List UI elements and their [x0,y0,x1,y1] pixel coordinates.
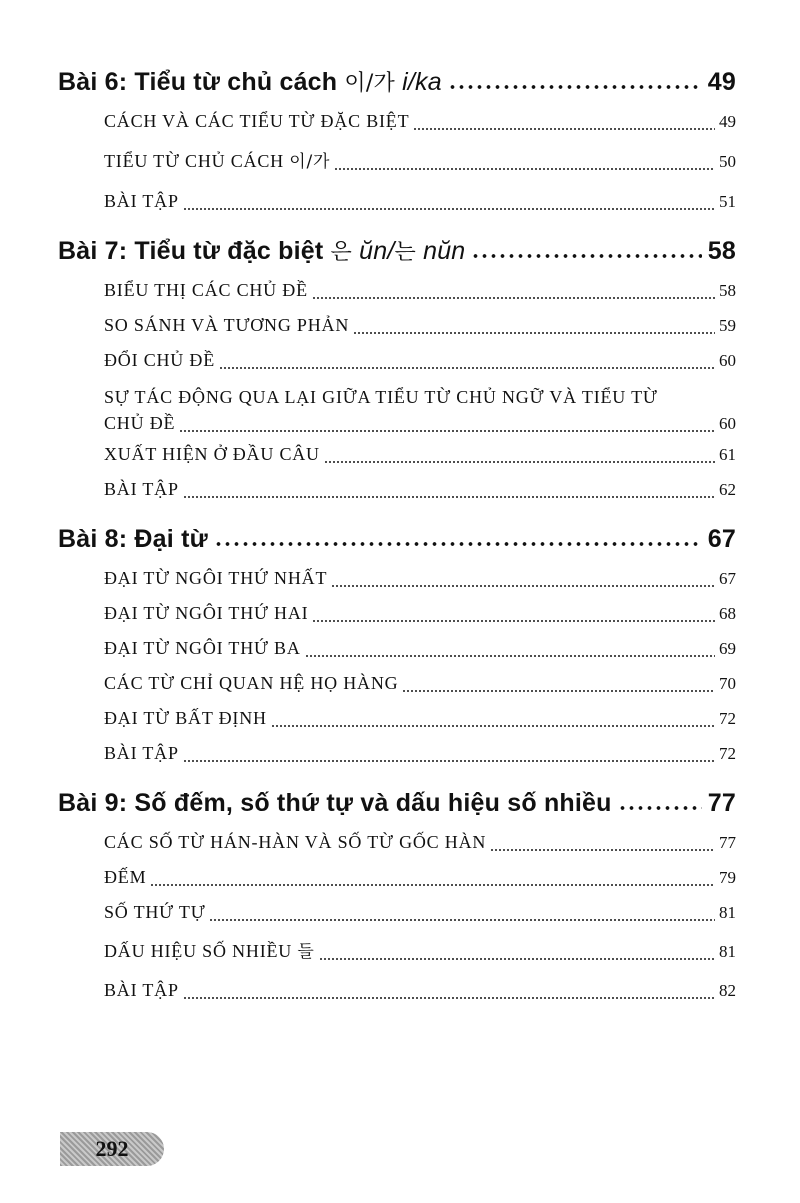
entry-label: BÀI TẬP [104,191,179,211]
toc-entry[interactable] [104,273,736,308]
entry-label: CÁC SỐ TỪ HÁN-HÀN VÀ SỐ TỪ GỐC HÀN [104,832,487,852]
toc-entry[interactable] [104,666,736,701]
entry-label-line2: CHỦ ĐỀ [104,413,176,433]
dot-leader [324,461,715,463]
entry-label: ĐỔI CHỦ ĐỀ [104,350,215,370]
entry-page-number: 81 [719,903,736,922]
entry-page-number: 72 [719,744,736,763]
dot-leader [305,655,715,657]
entry-label: CÁC TỪ CHỈ QUAN HỆ HỌ HÀNG [104,673,399,693]
toc-entry[interactable] [104,930,736,973]
dot-leader [331,585,715,587]
dot-leader [183,760,715,762]
page-number: 292 [95,1136,129,1161]
dot-leader [618,806,702,810]
toc-entry[interactable] [104,860,736,895]
korean-particle: 은 [330,240,352,265]
dot-leader [402,690,715,692]
romanization: ŭn/ [359,237,395,265]
korean-particle: 들 [297,942,315,962]
entry-label: ĐẠI TỪ NGÔI THỨ NHẤT [104,568,328,588]
entry-label: DẤU HIỆU SỐ NHIỀU [104,941,293,961]
chapter-8-heading[interactable] [58,517,736,561]
entry-page-number: 82 [719,981,736,1000]
korean-particle: 는 [394,240,416,265]
toc-entry[interactable] [104,895,736,930]
entry-label: TIỂU TỪ CHỦ CÁCH [104,151,284,171]
dot-leader [214,542,702,546]
dot-leader [183,496,715,498]
toc-entry[interactable] [104,139,736,184]
dot-leader [448,85,702,89]
dot-leader [413,128,715,130]
entry-label: SO SÁNH VÀ TƯƠNG PHẢN [104,315,350,335]
dot-leader [334,168,715,170]
entry-page-number: 59 [719,316,736,335]
dot-leader [319,958,715,960]
dot-leader [219,367,715,369]
dot-leader [271,725,715,727]
romanization: i/ka [402,68,442,96]
entry-label: BIỂU THỊ CÁC CHỦ ĐỀ [104,280,308,300]
entry-label: ĐẠI TỪ NGÔI THỨ BA [104,638,301,658]
dot-leader [183,208,715,210]
chapter-title: Bài 7: Tiểu từ đặc biệt [58,237,324,265]
dot-leader [312,620,715,622]
korean-particle: 이/가 [289,152,331,172]
page-number-tab [60,1132,164,1166]
chapter-9-heading[interactable] [58,781,736,825]
chapter-title: Bài 6: Tiểu từ chủ cách [58,68,338,96]
romanization: nŭn [423,237,466,265]
korean-particle: 이/가 [344,71,395,96]
chapter-page-number: 77 [707,789,736,817]
toc-entry[interactable] [104,701,736,736]
entry-label: XUẤT HIỆN Ở ĐẦU CÂU [104,444,320,464]
entry-label: BÀI TẬP [104,743,179,763]
toc-entry[interactable] [104,973,736,1008]
entry-label: ĐẠI TỪ BẤT ĐỊNH [104,708,267,728]
chapter-page-number: 58 [707,237,736,265]
entry-page-number: 79 [719,868,736,887]
toc-entry[interactable] [104,104,736,139]
entry-page-number: 62 [719,480,736,499]
dot-leader [209,919,715,921]
chapter-6-heading[interactable] [58,60,736,104]
toc-entry[interactable] [104,631,736,666]
entry-page-number: 69 [719,639,736,658]
dot-leader [179,430,715,432]
toc-entry[interactable] [104,561,736,596]
entry-label: BÀI TẬP [104,479,179,499]
toc-entry[interactable] [104,378,736,437]
entry-page-number: 81 [719,942,736,961]
entry-label: SỐ THỨ TỰ [104,902,206,922]
entry-page-number: 72 [719,709,736,728]
dot-leader [183,997,715,999]
dot-leader [150,884,715,886]
table-of-contents [58,60,736,1008]
entry-page-number: 60 [719,414,736,433]
chapter-title: Bài 8: Đại từ [58,525,208,553]
entry-page-number: 49 [719,112,736,131]
toc-entry[interactable] [104,472,736,507]
entry-page-number: 60 [719,351,736,370]
chapter-7-heading[interactable] [58,229,736,273]
toc-entry[interactable] [104,184,736,219]
chapter-page-number: 67 [707,525,736,553]
entry-label: ĐẠI TỪ NGÔI THỨ HAI [104,603,309,623]
dot-leader [312,297,715,299]
toc-entry[interactable] [104,825,736,860]
toc-entry[interactable] [104,437,736,472]
toc-entry[interactable] [104,596,736,631]
dot-leader [353,332,715,334]
entry-page-number: 68 [719,604,736,623]
entry-page-number: 58 [719,281,736,300]
entry-label: BÀI TẬP [104,980,179,1000]
dot-leader [471,254,701,258]
entry-page-number: 70 [719,674,736,693]
entry-label: ĐẾM [104,867,147,887]
toc-entry[interactable] [104,343,736,378]
entry-page-number: 50 [719,152,736,171]
chapter-page-number: 49 [707,68,736,96]
entry-label: CÁCH VÀ CÁC TIỂU TỪ ĐẶC BIỆT [104,111,410,131]
entry-page-number: 61 [719,445,736,464]
dot-leader [490,849,715,851]
entry-label-line1: SỰ TÁC ĐỘNG QUA LẠI GIỮA TIỂU TỪ CHỦ NGỮ VÀ TIỂU TỪ [104,387,658,407]
entry-page-number: 67 [719,569,736,588]
entry-page-number: 77 [719,833,736,852]
chapter-title: Bài 9: Số đếm, số thứ tự và dấu hiệu số nhiều [58,789,612,817]
entry-page-number: 51 [719,192,736,211]
toc-entry[interactable] [104,308,736,343]
toc-entry[interactable] [104,736,736,771]
